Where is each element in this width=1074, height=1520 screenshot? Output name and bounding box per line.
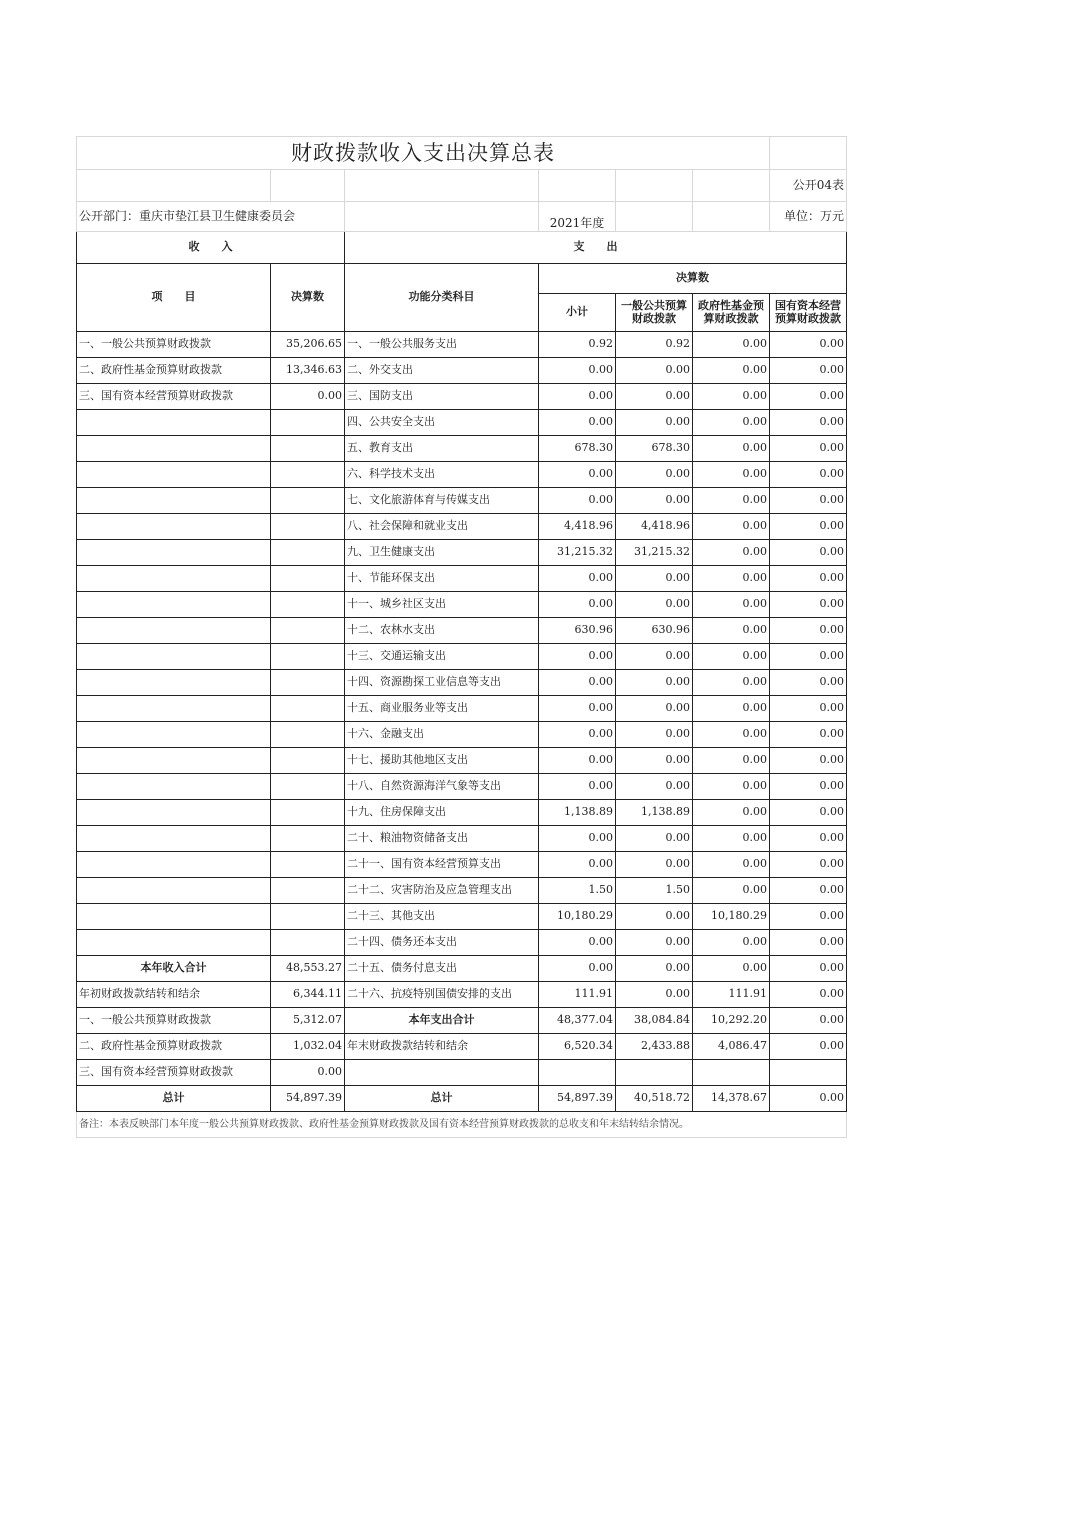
- income-item-cell: [77, 696, 271, 722]
- soe-capital-cell: 0.00: [770, 748, 847, 774]
- income-item-cell: 总计: [77, 1086, 271, 1112]
- soe-capital-cell: 0.00: [770, 618, 847, 644]
- table-row: [77, 1034, 847, 1060]
- gov-fund-cell: 0.00: [693, 592, 770, 618]
- table-row: [77, 566, 847, 592]
- income-item-cell: [77, 540, 271, 566]
- expense-item-cell: 六、科学技术支出: [345, 462, 539, 488]
- soe-capital-cell: 0.00: [770, 644, 847, 670]
- soe-capital-cell: [770, 1060, 847, 1086]
- income-amount-cell: [271, 904, 345, 930]
- income-amount-cell: [271, 696, 345, 722]
- table-row: [77, 488, 847, 514]
- expense-item-cell: 一、一般公共服务支出: [345, 332, 539, 358]
- income-amount-cell: [271, 410, 345, 436]
- general-budget-cell: 0.00: [616, 670, 693, 696]
- gov-fund-cell: 0.00: [693, 462, 770, 488]
- unit-label: 单位：万元: [770, 202, 847, 232]
- subtotal-cell: 630.96: [539, 618, 616, 644]
- expense-item-cell: 二十、粮油物资储备支出: [345, 826, 539, 852]
- income-item-cell: 一、一般公共预算财政拨款: [77, 1008, 271, 1034]
- subtotal-cell: 0.00: [539, 358, 616, 384]
- report-sheet: [76, 136, 846, 1138]
- subtotal-cell: 0.00: [539, 748, 616, 774]
- income-amount-cell: 6,344.11: [271, 982, 345, 1008]
- income-item-cell: [77, 774, 271, 800]
- general-budget-cell: 0.00: [616, 644, 693, 670]
- income-amount-cell: [271, 644, 345, 670]
- gov-fund-cell: 0.00: [693, 644, 770, 670]
- income-amount-cell: [271, 800, 345, 826]
- table-row: [77, 358, 847, 384]
- soe-capital-cell: 0.00: [770, 436, 847, 462]
- expense-item-cell: 七、文化旅游体育与传媒支出: [345, 488, 539, 514]
- subtotal-cell: 1.50: [539, 878, 616, 904]
- gov-fund-cell: 0.00: [693, 358, 770, 384]
- table-row: [77, 618, 847, 644]
- gov-fund-cell: 0.00: [693, 956, 770, 982]
- soe-capital-cell: 0.00: [770, 722, 847, 748]
- gov-fund-cell: 0.00: [693, 800, 770, 826]
- amount-header: 决算数: [271, 264, 345, 332]
- department-label: 公开部门：重庆市垫江县卫生健康委员会: [77, 202, 345, 232]
- income-item-cell: 三、国有资本经营预算财政拨款: [77, 1060, 271, 1086]
- income-item-cell: [77, 826, 271, 852]
- income-item-cell: [77, 930, 271, 956]
- income-item-cell: [77, 618, 271, 644]
- soe-capital-cell: 0.00: [770, 1086, 847, 1112]
- table-row: [77, 904, 847, 930]
- soe-capital-cell: 0.00: [770, 930, 847, 956]
- soe-capital-cell: 0.00: [770, 566, 847, 592]
- soe-capital-cell: 0.00: [770, 384, 847, 410]
- general-budget-cell: 0.00: [616, 774, 693, 800]
- expense-item-cell: 二十二、灾害防治及应急管理支出: [345, 878, 539, 904]
- gov-fund-cell: 0.00: [693, 930, 770, 956]
- subtotal-cell: 4,418.96: [539, 514, 616, 540]
- gov-fund-cell: 0.00: [693, 748, 770, 774]
- table-row: [77, 514, 847, 540]
- income-item-cell: 年初财政拨款结转和结余: [77, 982, 271, 1008]
- subtotal-cell: 0.00: [539, 670, 616, 696]
- soe-capital-cell: 0.00: [770, 774, 847, 800]
- soe-capital-cell: 0.00: [770, 826, 847, 852]
- footnote: 备注：本表反映部门本年度一般公共预算财政拨款、政府性基金预算财政拨款及国有资本经营预算财政拨款的总收支和年末结转结余情况。: [77, 1112, 847, 1138]
- income-item-cell: [77, 670, 271, 696]
- expense-item-cell: 九、卫生健康支出: [345, 540, 539, 566]
- gov-fund-cell: 0.00: [693, 852, 770, 878]
- expense-item-cell: [345, 1060, 539, 1086]
- general-budget-cell: 0.00: [616, 462, 693, 488]
- income-amount-cell: 54,897.39: [271, 1086, 345, 1112]
- expense-item-cell: 总计: [345, 1086, 539, 1112]
- income-item-cell: [77, 722, 271, 748]
- general-budget-cell: 0.00: [616, 358, 693, 384]
- general-budget-cell: 1.50: [616, 878, 693, 904]
- income-item-cell: 三、国有资本经营预算财政拨款: [77, 384, 271, 410]
- expense-item-cell: 二、外交支出: [345, 358, 539, 384]
- table-row: [77, 332, 847, 358]
- general-budget-cell: 0.00: [616, 566, 693, 592]
- income-amount-cell: [271, 774, 345, 800]
- function-class-header: 功能分类科目: [345, 264, 539, 332]
- income-item-cell: [77, 592, 271, 618]
- general-budget-cell: 630.96: [616, 618, 693, 644]
- soe-capital-cell: 0.00: [770, 800, 847, 826]
- table-row: [77, 670, 847, 696]
- income-amount-cell: 0.00: [271, 1060, 345, 1086]
- general-budget-cell: 0.00: [616, 488, 693, 514]
- subtotal-header: 小计: [539, 294, 616, 332]
- general-budget-cell: 0.00: [616, 748, 693, 774]
- expense-item-cell: 十一、城乡社区支出: [345, 592, 539, 618]
- income-amount-cell: 35,206.65: [271, 332, 345, 358]
- expense-item-cell: 年末财政拨款结转和结余: [345, 1034, 539, 1060]
- income-amount-cell: [271, 930, 345, 956]
- table-row: [77, 1086, 847, 1112]
- subtotal-cell: 0.00: [539, 384, 616, 410]
- income-item-cell: [77, 462, 271, 488]
- subtotal-cell: 111.91: [539, 982, 616, 1008]
- table-row: [77, 462, 847, 488]
- expense-item-cell: 五、教育支出: [345, 436, 539, 462]
- general-budget-cell: 0.00: [616, 930, 693, 956]
- income-amount-cell: [271, 540, 345, 566]
- soe-capital-cell: 0.00: [770, 332, 847, 358]
- expense-item-cell: 二十三、其他支出: [345, 904, 539, 930]
- income-amount-cell: [271, 670, 345, 696]
- table-row: [77, 982, 847, 1008]
- income-amount-cell: [271, 566, 345, 592]
- subtotal-cell: 1,138.89: [539, 800, 616, 826]
- income-amount-cell: [271, 436, 345, 462]
- expense-item-cell: 十九、住房保障支出: [345, 800, 539, 826]
- item-header: 项 目: [77, 264, 271, 332]
- general-budget-cell: 0.92: [616, 332, 693, 358]
- income-amount-cell: [271, 748, 345, 774]
- general-budget-cell: 1,138.89: [616, 800, 693, 826]
- table-row: [77, 878, 847, 904]
- gov-fund-cell: 10,180.29: [693, 904, 770, 930]
- gov-fund-cell: 0.00: [693, 618, 770, 644]
- income-amount-cell: [271, 618, 345, 644]
- soe-capital-cell: 0.00: [770, 1008, 847, 1034]
- subtotal-cell: 6,520.34: [539, 1034, 616, 1060]
- general-budget-cell: 0.00: [616, 696, 693, 722]
- expense-item-cell: 二十一、国有资本经营预算支出: [345, 852, 539, 878]
- subtotal-cell: 0.92: [539, 332, 616, 358]
- fiscal-summary-table: [76, 136, 847, 1138]
- table-row: [77, 436, 847, 462]
- subtotal-cell: 10,180.29: [539, 904, 616, 930]
- soe-capital-cell: 0.00: [770, 904, 847, 930]
- gov-fund-cell: 14,378.67: [693, 1086, 770, 1112]
- table-row: [77, 956, 847, 982]
- gov-fund-cell: 0.00: [693, 514, 770, 540]
- subtotal-cell: 0.00: [539, 566, 616, 592]
- soe-capital-cell: 0.00: [770, 410, 847, 436]
- general-budget-cell: 0.00: [616, 904, 693, 930]
- form-number: 公开04表: [770, 170, 847, 202]
- gov-fund-cell: 0.00: [693, 488, 770, 514]
- fiscal-year: 2021年度: [539, 202, 616, 232]
- general-budget-cell: 4,418.96: [616, 514, 693, 540]
- expense-item-cell: 二十六、抗疫特别国债安排的支出: [345, 982, 539, 1008]
- income-amount-cell: 48,553.27: [271, 956, 345, 982]
- soe-capital-cell: 0.00: [770, 878, 847, 904]
- income-amount-cell: 13,346.63: [271, 358, 345, 384]
- income-item-cell: [77, 852, 271, 878]
- soe-capital-cell: 0.00: [770, 696, 847, 722]
- table-row: [77, 1060, 847, 1086]
- general-budget-cell: 0.00: [616, 592, 693, 618]
- page-title: 财政拨款收入支出决算总表: [77, 137, 770, 170]
- table-row: [77, 748, 847, 774]
- income-amount-cell: [271, 514, 345, 540]
- subtotal-cell: 0.00: [539, 956, 616, 982]
- soe-capital-cell: 0.00: [770, 1034, 847, 1060]
- subtotal-cell: 0.00: [539, 696, 616, 722]
- table-row: [77, 930, 847, 956]
- expense-item-cell: 十八、自然资源海洋气象等支出: [345, 774, 539, 800]
- general-budget-cell: 0.00: [616, 852, 693, 878]
- soe-capital-cell: 0.00: [770, 540, 847, 566]
- general-budget-cell: 31,215.32: [616, 540, 693, 566]
- gov-fund-header: 政府性基金预算财政拨款: [693, 294, 770, 332]
- subtotal-cell: 54,897.39: [539, 1086, 616, 1112]
- subtotal-cell: 0.00: [539, 774, 616, 800]
- income-item-cell: 二、政府性基金预算财政拨款: [77, 1034, 271, 1060]
- table-row: [77, 1008, 847, 1034]
- table-row: [77, 644, 847, 670]
- table-row: [77, 540, 847, 566]
- subtotal-cell: 0.00: [539, 826, 616, 852]
- income-item-cell: [77, 410, 271, 436]
- table-row: [77, 592, 847, 618]
- soe-capital-cell: 0.00: [770, 462, 847, 488]
- expense-item-cell: 三、国防支出: [345, 384, 539, 410]
- income-amount-cell: 0.00: [271, 384, 345, 410]
- income-item-cell: [77, 904, 271, 930]
- soe-capital-cell: 0.00: [770, 852, 847, 878]
- gov-fund-cell: 0.00: [693, 410, 770, 436]
- income-item-cell: [77, 748, 271, 774]
- expense-item-cell: 十四、资源勘探工业信息等支出: [345, 670, 539, 696]
- income-item-cell: 本年收入合计: [77, 956, 271, 982]
- soe-capital-cell: 0.00: [770, 982, 847, 1008]
- income-item-cell: [77, 800, 271, 826]
- expense-header: 支 出: [345, 232, 847, 264]
- general-budget-cell: 0.00: [616, 384, 693, 410]
- expense-item-cell: 十五、商业服务业等支出: [345, 696, 539, 722]
- table-row: [77, 722, 847, 748]
- gov-fund-cell: 0.00: [693, 722, 770, 748]
- general-budget-cell: [616, 1060, 693, 1086]
- table-row: [77, 696, 847, 722]
- income-amount-cell: [271, 826, 345, 852]
- soe-capital-header: 国有资本经营预算财政拨款: [770, 294, 847, 332]
- income-item-cell: [77, 566, 271, 592]
- subtotal-cell: 31,215.32: [539, 540, 616, 566]
- subtotal-cell: 0.00: [539, 722, 616, 748]
- final-amount-header: 决算数: [539, 264, 847, 294]
- expense-item-cell: 二十五、债务付息支出: [345, 956, 539, 982]
- soe-capital-cell: 0.00: [770, 670, 847, 696]
- expense-item-cell: 十、节能环保支出: [345, 566, 539, 592]
- expense-item-cell: 二十四、债务还本支出: [345, 930, 539, 956]
- gov-fund-cell: 0.00: [693, 696, 770, 722]
- gov-fund-cell: 0.00: [693, 774, 770, 800]
- expense-item-cell: 本年支出合计: [345, 1008, 539, 1034]
- income-amount-cell: [271, 722, 345, 748]
- income-amount-cell: [271, 592, 345, 618]
- income-amount-cell: [271, 488, 345, 514]
- gov-fund-cell: 0.00: [693, 566, 770, 592]
- general-budget-cell: 0.00: [616, 982, 693, 1008]
- subtotal-cell: 0.00: [539, 462, 616, 488]
- income-amount-cell: [271, 462, 345, 488]
- soe-capital-cell: 0.00: [770, 358, 847, 384]
- gov-fund-cell: 0.00: [693, 436, 770, 462]
- gov-fund-cell: 0.00: [693, 826, 770, 852]
- table-row: [77, 800, 847, 826]
- gov-fund-cell: 111.91: [693, 982, 770, 1008]
- income-item-cell: [77, 488, 271, 514]
- gov-fund-cell: 0.00: [693, 384, 770, 410]
- gov-fund-cell: [693, 1060, 770, 1086]
- gov-fund-cell: 0.00: [693, 332, 770, 358]
- subtotal-cell: 0.00: [539, 852, 616, 878]
- soe-capital-cell: 0.00: [770, 956, 847, 982]
- expense-item-cell: 四、公共安全支出: [345, 410, 539, 436]
- subtotal-cell: 0.00: [539, 644, 616, 670]
- general-budget-cell: 678.30: [616, 436, 693, 462]
- general-budget-cell: 40,518.72: [616, 1086, 693, 1112]
- subtotal-cell: 0.00: [539, 410, 616, 436]
- income-amount-cell: [271, 878, 345, 904]
- income-item-cell: [77, 878, 271, 904]
- table-row: [77, 384, 847, 410]
- income-amount-cell: 1,032.04: [271, 1034, 345, 1060]
- expense-item-cell: 十六、金融支出: [345, 722, 539, 748]
- income-amount-cell: 5,312.07: [271, 1008, 345, 1034]
- soe-capital-cell: 0.00: [770, 488, 847, 514]
- soe-capital-cell: 0.00: [770, 514, 847, 540]
- gov-fund-cell: 0.00: [693, 878, 770, 904]
- subtotal-cell: 678.30: [539, 436, 616, 462]
- income-item-cell: [77, 644, 271, 670]
- general-budget-header: 一般公共预算财政拨款: [616, 294, 693, 332]
- table-row: [77, 410, 847, 436]
- table-row: [77, 774, 847, 800]
- subtotal-cell: 48,377.04: [539, 1008, 616, 1034]
- subtotal-cell: [539, 1060, 616, 1086]
- gov-fund-cell: 0.00: [693, 540, 770, 566]
- table-row: [77, 826, 847, 852]
- subtotal-cell: 0.00: [539, 488, 616, 514]
- gov-fund-cell: 10,292.20: [693, 1008, 770, 1034]
- title-blank-cell: [770, 137, 847, 170]
- income-item-cell: 一、一般公共预算财政拨款: [77, 332, 271, 358]
- income-item-cell: [77, 514, 271, 540]
- general-budget-cell: 0.00: [616, 956, 693, 982]
- general-budget-cell: 0.00: [616, 826, 693, 852]
- expense-item-cell: 十二、农林水支出: [345, 618, 539, 644]
- general-budget-cell: 0.00: [616, 722, 693, 748]
- income-amount-cell: [271, 852, 345, 878]
- general-budget-cell: 0.00: [616, 410, 693, 436]
- table-row: [77, 852, 847, 878]
- general-budget-cell: 38,084.84: [616, 1008, 693, 1034]
- gov-fund-cell: 4,086.47: [693, 1034, 770, 1060]
- subtotal-cell: 0.00: [539, 592, 616, 618]
- income-item-cell: [77, 436, 271, 462]
- soe-capital-cell: 0.00: [770, 592, 847, 618]
- gov-fund-cell: 0.00: [693, 670, 770, 696]
- expense-item-cell: 十七、援助其他地区支出: [345, 748, 539, 774]
- subtotal-cell: 0.00: [539, 930, 616, 956]
- income-header: 收 入: [77, 232, 345, 264]
- expense-item-cell: 八、社会保障和就业支出: [345, 514, 539, 540]
- general-budget-cell: 2,433.88: [616, 1034, 693, 1060]
- income-item-cell: 二、政府性基金预算财政拨款: [77, 358, 271, 384]
- expense-item-cell: 十三、交通运输支出: [345, 644, 539, 670]
